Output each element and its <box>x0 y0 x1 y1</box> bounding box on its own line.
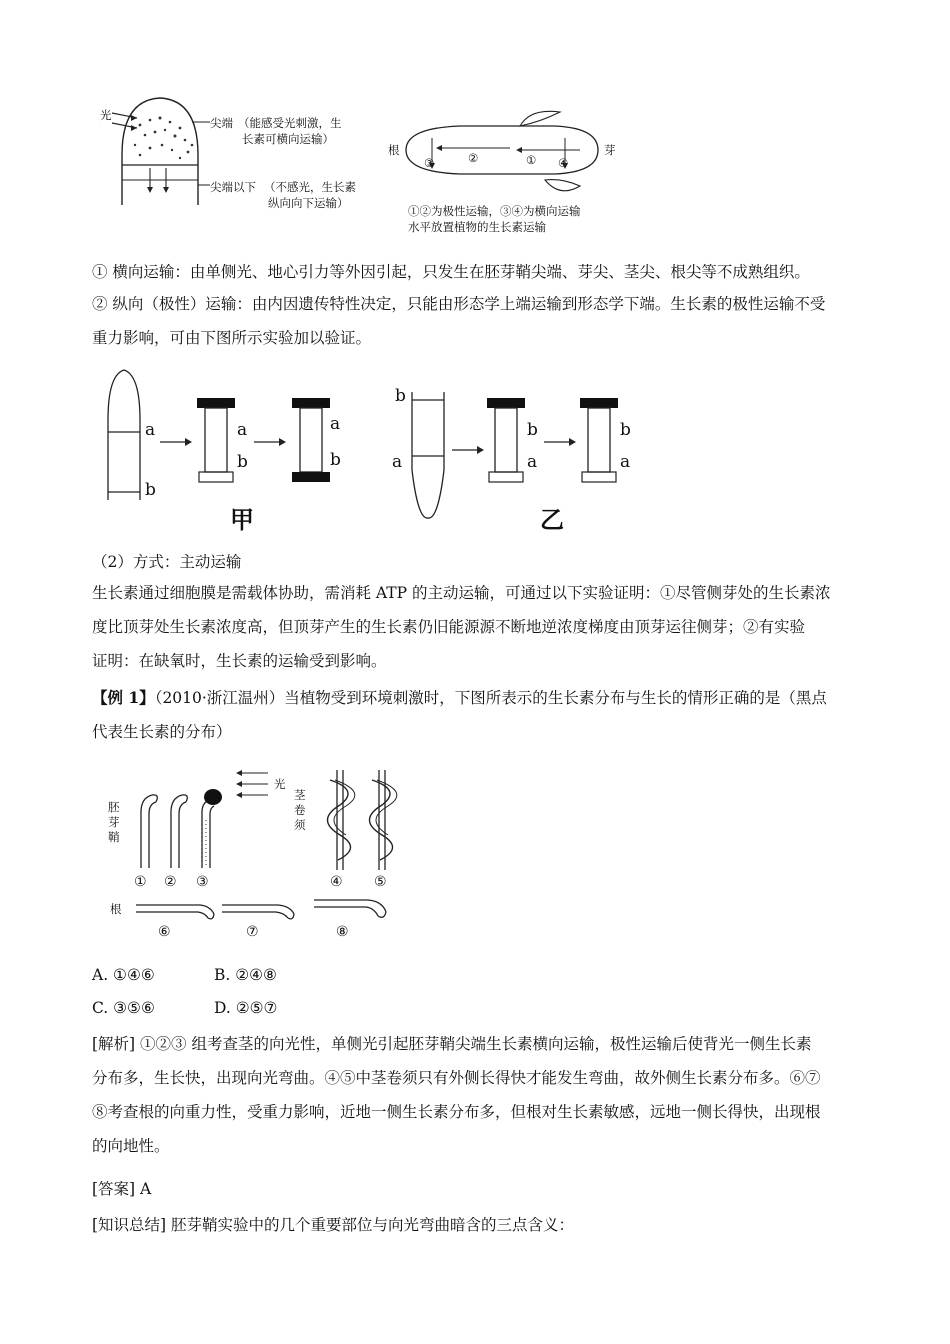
light-label-2: 光 <box>274 777 286 791</box>
label-b-jia-2: b <box>237 452 248 472</box>
paragraph-active-transport-line1: 生长素通过细胞膜是需载体协助，需消耗 ATP 的主动运输，可通过以下实验证明：①尽管侧芽处的生长素浓 <box>92 584 831 602</box>
label-a-yi-1: a <box>392 452 403 472</box>
analysis-line3: ⑧考查根的向重力性，受重力影响，近地一侧生长素分布多，但根对生长素敏感，远地一侧长得快，出现根 <box>92 1103 821 1121</box>
fig3-marker-5: ⑤ <box>374 874 387 890</box>
fig3-marker-7: ⑦ <box>246 924 259 940</box>
marker-4: ④ <box>558 156 569 170</box>
label-b-jia-1: b <box>145 480 156 500</box>
label-a-jia-3: a <box>330 414 341 434</box>
paragraph-lateral-transport: ① 横向运输：由单侧光、地心引力等外因引起，只发生在胚芽鞘尖端、芽尖、茎尖、根尖等不成熟组织。 <box>92 263 810 281</box>
marker-1: ① <box>526 153 537 167</box>
root-label-2: 根 <box>110 902 122 916</box>
below-desc-line1: （不感光，生长素 <box>264 180 356 194</box>
fig1-caption-line1: ①②为极性运输，③④为横向运输 <box>408 204 581 218</box>
label-a-jia-1: a <box>145 420 156 440</box>
tendril-label: 茎卷须 <box>294 788 306 832</box>
fig3-marker-2: ② <box>164 874 177 890</box>
label-yi: 乙 <box>540 506 564 534</box>
tip-desc-line1: （能感受光刺激，生 <box>238 116 342 130</box>
fig3-marker-6: ⑥ <box>158 924 171 940</box>
light-label: 光 <box>100 108 112 122</box>
answer-line: [答案] A <box>92 1180 152 1198</box>
label-a-yi-2: a <box>527 452 538 472</box>
label-a-yi-3: a <box>620 452 631 472</box>
fig3-marker-1: ① <box>134 874 147 890</box>
bud-label: 芽 <box>604 143 616 157</box>
tip-desc-line2: 长素可横向运输） <box>242 132 334 146</box>
marker-3: ③ <box>424 156 435 170</box>
root-label: 根 <box>388 143 400 157</box>
fig3-marker-4: ④ <box>330 874 343 890</box>
choice-d: D. ②⑤⑦ <box>214 999 278 1017</box>
label-b-yi-3: b <box>620 420 631 440</box>
label-b-yi-1: b <box>395 386 406 406</box>
tip-label: 尖端 <box>210 116 233 130</box>
analysis-line1: [解析] ①②③ 组考查茎的向光性，单侧光引起胚芽鞘尖端生长素横向运输，极性运输后使背光一侧生长素 <box>92 1035 812 1053</box>
fig3-marker-8: ⑧ <box>336 924 349 940</box>
analysis-line2: 分布多，生长快，出现向光弯曲。④⑤中茎卷须只有外侧长得快才能发生弯曲，故外侧生长素分布多。⑥⑦ <box>92 1069 821 1087</box>
analysis-line4: 的向地性。 <box>92 1137 170 1155</box>
label-jia: 甲 <box>230 506 254 534</box>
example-question-text: （2010·浙江温州）当植物受到环境刺激时，下图所表示的生长素分布与生长的情形正确的是（黑点 <box>154 689 827 707</box>
summary-line: [知识总结] 胚芽鞘实验中的几个重要部位与向光弯曲暗含的三点含义： <box>92 1216 575 1234</box>
label-b-jia-3: b <box>330 450 341 470</box>
fig3-marker-3: ③ <box>196 874 209 890</box>
example-tag: 【例 1】 <box>92 688 155 707</box>
fig1-caption-line2: 水平放置植物的生长素运输 <box>408 220 546 234</box>
marker-2: ② <box>468 151 479 165</box>
label-b-yi-2: b <box>527 420 538 440</box>
paragraph-method: （2）方式：主动运输 <box>92 553 242 571</box>
choice-b: B. ②④⑧ <box>214 966 277 984</box>
label-a-jia-2: a <box>237 420 248 440</box>
paragraph-polar-transport-line2: 重力影响，可由下图所示实验加以验证。 <box>92 329 372 347</box>
example-question-line2: 代表生长素的分布） <box>92 723 232 741</box>
below-tip-label: 尖端以下 <box>210 180 256 194</box>
paragraph-polar-transport-line1: ② 纵向（极性）运输：由内因遗传特性决定，只能由形态学上端运输到形态学下端。生长素的极性运输不受 <box>92 295 826 313</box>
coleoptile-label: 胚芽鞘 <box>108 800 120 844</box>
choice-a: A. ①④⑥ <box>92 966 155 984</box>
paragraph-active-transport-line3: 证明：在缺氧时，生长素的运输受到影响。 <box>92 652 387 670</box>
choice-c: C. ③⑤⑥ <box>92 999 155 1017</box>
paragraph-active-transport-line2: 度比顶芽处生长素浓度高，但顶芽产生的生长素仍旧能源源不断地逆浓度梯度由顶芽运往侧芽；②有实验 <box>92 618 806 636</box>
below-desc-line2: 纵向向下运输） <box>268 196 349 210</box>
